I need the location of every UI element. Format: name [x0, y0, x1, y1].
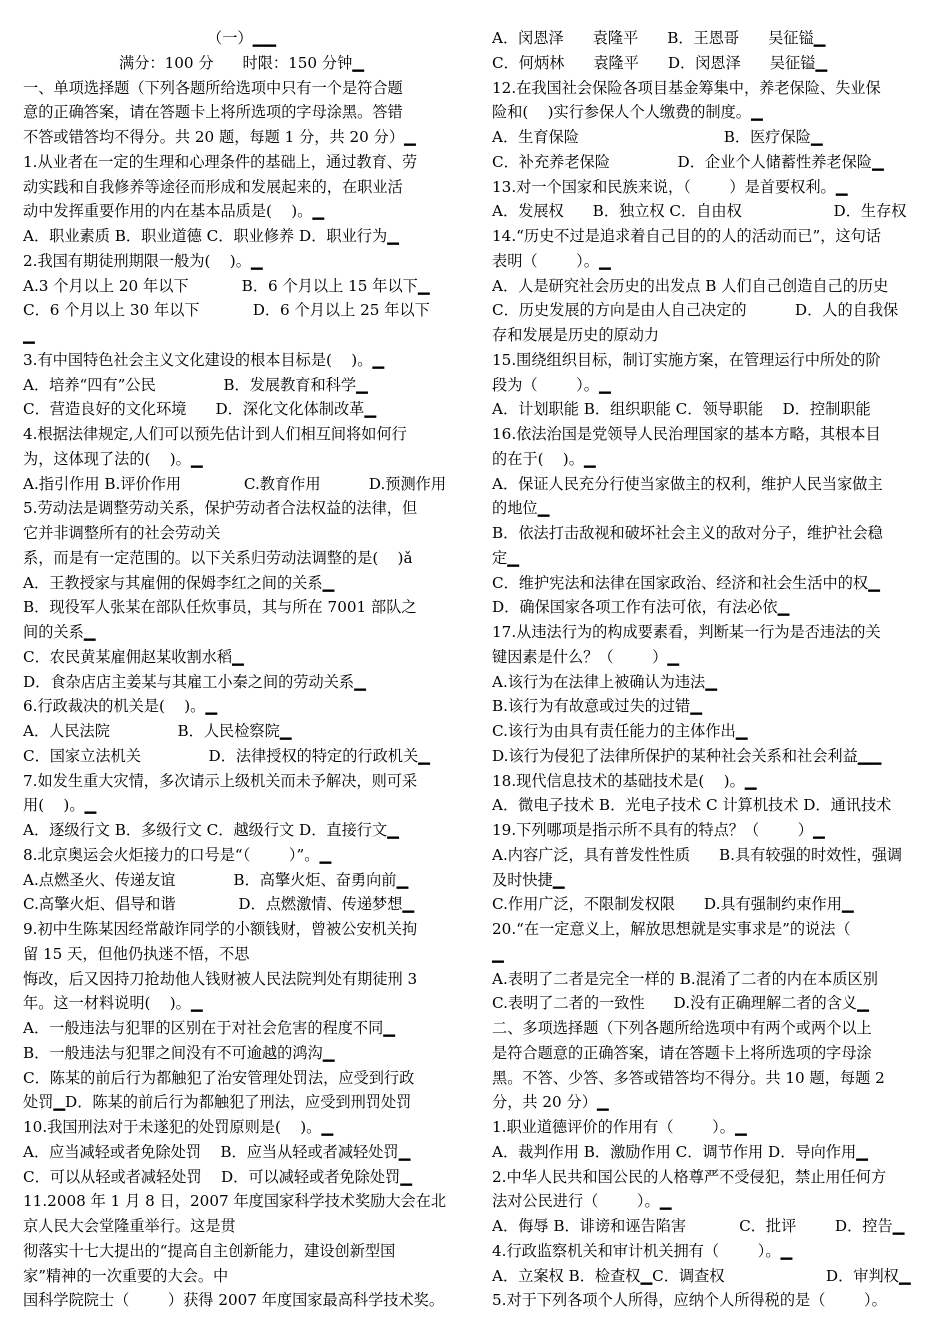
- text-line: A．闵恩泽 袁隆平 B．王恩哥 吴征镒▁: [492, 29, 826, 47]
- text-line: 9.初中生陈某因经常敲诈同学的小额钱财，曾被公安机关拘: [23, 920, 418, 938]
- text-line: B．现役军人张某在部队任炊事员，其与所在 7001 部队之: [23, 598, 417, 617]
- text-line: C.作用广泛，不限制发权限 D.具有强制约束作用▁: [492, 895, 854, 914]
- text-line: 13.对一个国家和民族来说，（ ）是首要权利。▁: [492, 177, 848, 196]
- text-line: A．应当减轻或者免除处罚 B．应当从轻或者减轻处罚▁: [23, 1142, 411, 1161]
- text-line: 2.我国有期徒刑期限一般为( )。▁: [23, 251, 263, 270]
- text-line: A．一般违法与犯罪的区别在于对社会危害的程度不同▁: [23, 1019, 395, 1037]
- text-line: 悔改，后又因持刀抢劫他人钱财被人民法院判处有期徒刑 3: [23, 969, 418, 988]
- text-line: 一、单项选择题（下列各题所给选项中只有一个是符合题: [23, 78, 403, 97]
- text-line: 分，共 20 分）▁: [492, 1093, 609, 1112]
- text-line: 存和发展是历史的原动力: [492, 326, 660, 344]
- text-line: 用( )。▁: [23, 796, 97, 815]
- text-line: C．历史发展的方向是由人自己决定的 D．人的自我保: [492, 301, 899, 320]
- text-line: 7.如发生重大灾情，多次请示上级机关而未予解决，则可采: [23, 771, 418, 790]
- text-line: 17.从违法行为的构成要素看，判断某一行为是否违法的关: [492, 623, 881, 641]
- text-line: C．国家立法机关 D．法律授权的特定的行政机关▁: [23, 746, 430, 765]
- text-line: 表明（ ）。▁: [492, 251, 611, 270]
- text-line: A．生育保险 B．医疗保险▁: [492, 128, 823, 146]
- text-line: 黑。不答、少答、多答或错答均不得分。共 10 题，每题 2: [492, 1068, 885, 1087]
- text-line: C．6 个月以上 30 年以下 D．6 个月以上 25 年以下: [23, 301, 430, 320]
- text-line: A．计划职能 B．组织职能 C．领导职能 D．控制职能: [492, 400, 871, 419]
- text-line: 18.现代信息技术的基础技术是( )。▁: [492, 771, 757, 790]
- text-line: 二、多项选择题（下列各题所给选项中有两个或两个以上: [492, 1019, 872, 1037]
- text-line: A．职业素质 B．职业道德 C．职业修养 D．职业行为▁: [23, 227, 399, 245]
- text-line: A.指引作用 B.评价作用 C.教育作用 D.预测作用: [23, 474, 447, 493]
- text-line: A．侮辱 B．诽谤和诬告陷害 C．批评 D．控告▁: [492, 1217, 905, 1235]
- text-line: 满分：100 分 时限：150 分钟▁: [119, 53, 364, 72]
- text-line: C．陈某的前后行为都触犯了治安管理处罚法，应受到行政: [23, 1068, 415, 1087]
- text-line: 4.根据法律规定,人们可以预先估计到人们相互间将如何行: [23, 425, 407, 443]
- text-line: C．何炳林 袁隆平 D．闵恩泽 吴征镒▁: [492, 53, 828, 72]
- text-line: 动实践和自我修养等途径而形成和发展起来的，在职业活: [23, 177, 403, 196]
- text-line: 4.行政监察机关和审计机关拥有（ ）。▁: [492, 1241, 793, 1260]
- text-line: A．培养“四有”公民 B．发展教育和科学▁: [23, 375, 368, 394]
- text-line: 6.行政裁决的机关是( )。▁: [23, 697, 218, 716]
- text-line: 段为（ ）。▁: [492, 375, 611, 394]
- text-line: 定▁: [492, 548, 519, 567]
- text-line: 国科学院院士（ ）获得 2007 年度国家最高科学技术奖。: [23, 1291, 445, 1310]
- text-line: 1.职业道德评价的作用有（ ）。▁: [492, 1118, 747, 1136]
- text-line: 险和( )实行参保人个人缴费的制度。▁: [492, 103, 763, 122]
- text-line: 京人民大会堂隆重举行。这是贯: [23, 1217, 236, 1235]
- text-line: 3.有中国特色社会主义文化建设的根本目标是( )。▁: [23, 350, 385, 369]
- text-line: D.该行为侵犯了法律所保护的某种社会关系和社会利益▁▁: [492, 746, 882, 765]
- text-line: A．发展权 B．独立权 C．自由权 D．生存权: [492, 202, 907, 221]
- left-column: [23, 26, 460, 1313]
- text-line: A．逐级行文 B．多级行文 C．越级行文 D．直接行文▁: [23, 821, 399, 839]
- text-line: 20.“在一定意义上，解放思想就是实事求是”的说法（: [492, 920, 851, 938]
- text-line: 它并非调整所有的社会劳动关: [23, 524, 221, 542]
- text-line: A．裁判作用 B．激励作用 C．调节作用 D．导向作用▁: [492, 1142, 868, 1161]
- text-line: 12.在我国社会保险各项目基金筹集中，养老保险、失业保: [492, 78, 881, 97]
- text-line: 不答或错答均不得分。共 20 题，每题 1 分，共 20 分）▁: [23, 128, 416, 146]
- text-line: C.该行为由具有责任能力的主体作出▁: [492, 722, 748, 740]
- text-line: C．可以从轻或者减轻处罚 D．可以减轻或者免除处罚▁: [23, 1167, 412, 1186]
- text-line: B．一般违法与犯罪之间没有不可逾越的鸿沟▁: [23, 1043, 335, 1062]
- text-line: 为，这体现了法的( )。▁: [23, 449, 203, 468]
- text-line: 是符合题意的正确答案，请在答题卡上将所选项的字母涂: [492, 1043, 872, 1062]
- text-line: A．人民法院 B．人民检察院▁: [23, 722, 292, 740]
- text-line: A．微电子技术 B．光电子技术 C 计算机技术 D．通讯技术: [492, 796, 892, 815]
- text-line: A.点燃圣火、传递友谊 B．高擎火炬、奋勇向前▁: [23, 870, 409, 889]
- text-line: ▁: [23, 326, 35, 344]
- text-line: 19.下列哪项是指示所不具有的特点？（ ）▁: [492, 821, 825, 839]
- text-line: D．食杂店店主姜某与其雇工小秦之间的劳动关系▁: [23, 672, 366, 691]
- text-line: 动中发挥重要作用的内在基本品质是( )。▁: [23, 202, 325, 221]
- text-line: C.表明了二者的一致性 D.没有正确理解二者的含义▁: [492, 994, 869, 1013]
- text-line: C．维护宪法和法律在国家政治、经济和社会生活中的权▁: [492, 573, 880, 592]
- right-column: [492, 26, 929, 1313]
- text-line: A.内容广泛，具有普发性性质 B.具有较强的时效性，强调: [492, 845, 903, 864]
- text-line: 14.“历史不过是追求着自己目的的人的活动而已”，这句话: [492, 227, 881, 245]
- text-line: 留 15 天，但他仍执迷不悟，不思: [23, 944, 250, 963]
- text-line: 及时快捷▁: [492, 870, 565, 889]
- text-line: 意的正确答案，请在答题卡上将所选项的字母涂黑。答错: [23, 103, 403, 122]
- text-line: 5.对于下列各项个人所得，应纳个人所得税的是（ ）。: [492, 1291, 887, 1310]
- text-line: C．补充养老保险 D．企业个人储蓄性养老保险▁: [492, 152, 884, 171]
- text-line: 的地位▁: [492, 499, 550, 518]
- text-line: 处罚▁D．陈某的前后行为都触犯了刑法，应受到刑罚处罚: [23, 1093, 412, 1112]
- text-line: 彻落实十七大提出的“提高自主创新能力，建设创新型国: [23, 1241, 396, 1260]
- text-line: 11.2008 年 1 月 8 日，2007 年度国家科学技术奖励大会在北: [23, 1192, 447, 1211]
- text-line: 的在于( )。▁: [492, 449, 596, 468]
- text-line: A.3 个月以上 20 年以下 B．6 个月以上 15 年以下▁: [23, 276, 430, 295]
- text-line: C．营造良好的文化环境 D．深化文化体制改革▁: [23, 400, 377, 419]
- text-line: A．人是研究社会历史的出发点 B 人们自己创造自己的历史: [492, 276, 889, 295]
- text-line: D．确保国家各项工作有法可依，有法必依▁: [492, 598, 790, 617]
- text-line: 15.围绕组织目标，制订实施方案，在管理运行中所处的阶: [492, 350, 881, 369]
- text-line: A．保证人民充分行使当家做主的权利，维护人民当家做主: [492, 474, 883, 493]
- text-line: 2.中华人民共和国公民的人格尊严不受侵犯，禁止用任何方: [492, 1167, 887, 1186]
- text-line: B．依法打击敌视和破坏社会主义的敌对分子，维护社会稳: [492, 524, 883, 542]
- text-line: B.该行为有故意或过失的过错▁: [492, 697, 702, 716]
- text-line: A．立案权 B．检查权▁C．调查权 D．审判权▁: [492, 1266, 911, 1285]
- text-line: C．农民黄某雇佣赵某收割水稻▁: [23, 647, 244, 666]
- text-line: 1.从业者在一定的生理和心理条件的基础上，通过教育、劳: [23, 152, 418, 171]
- text-line: 法对公民进行（ ）。▁: [492, 1192, 672, 1211]
- text-line: 5.劳动法是调整劳动关系，保护劳动者合法权益的法律，但: [23, 499, 418, 518]
- text-line: 键因素是什么？（ ）▁: [492, 647, 679, 666]
- text-line: 8.北京奥运会火炬接力的口号是“（ ）”。▁: [23, 845, 332, 864]
- text-line: A.该行为在法律上被确认为违法▁: [492, 672, 717, 691]
- text-line: A.表明了二者是完全一样的 B.混淆了二者的内在本质区别: [492, 969, 878, 988]
- text-line: 系，而是有一定范围的。以下关系归劳动法调整的是( )ǎ: [23, 548, 413, 567]
- text-line: 10.我国刑法对于未遂犯的处罚原则是( )。▁: [23, 1118, 333, 1136]
- text-line: （一）▁▁: [207, 29, 276, 47]
- text-line: 家”精神的一次重要的大会。中: [23, 1266, 229, 1285]
- text-line: A．王教授家与其雇佣的保姆李红之间的关系▁: [23, 573, 335, 592]
- text-line: 间的关系▁: [23, 623, 96, 641]
- text-line: 16.依法治国是党领导人民治理国家的基本方略，其根本目: [492, 425, 881, 443]
- text-line: ▁: [492, 944, 504, 963]
- text-line: 年。这一材料说明( )。▁: [23, 994, 203, 1013]
- text-line: C.高擎火炬、倡导和谐 D．点燃激情、传递梦想▁: [23, 895, 415, 914]
